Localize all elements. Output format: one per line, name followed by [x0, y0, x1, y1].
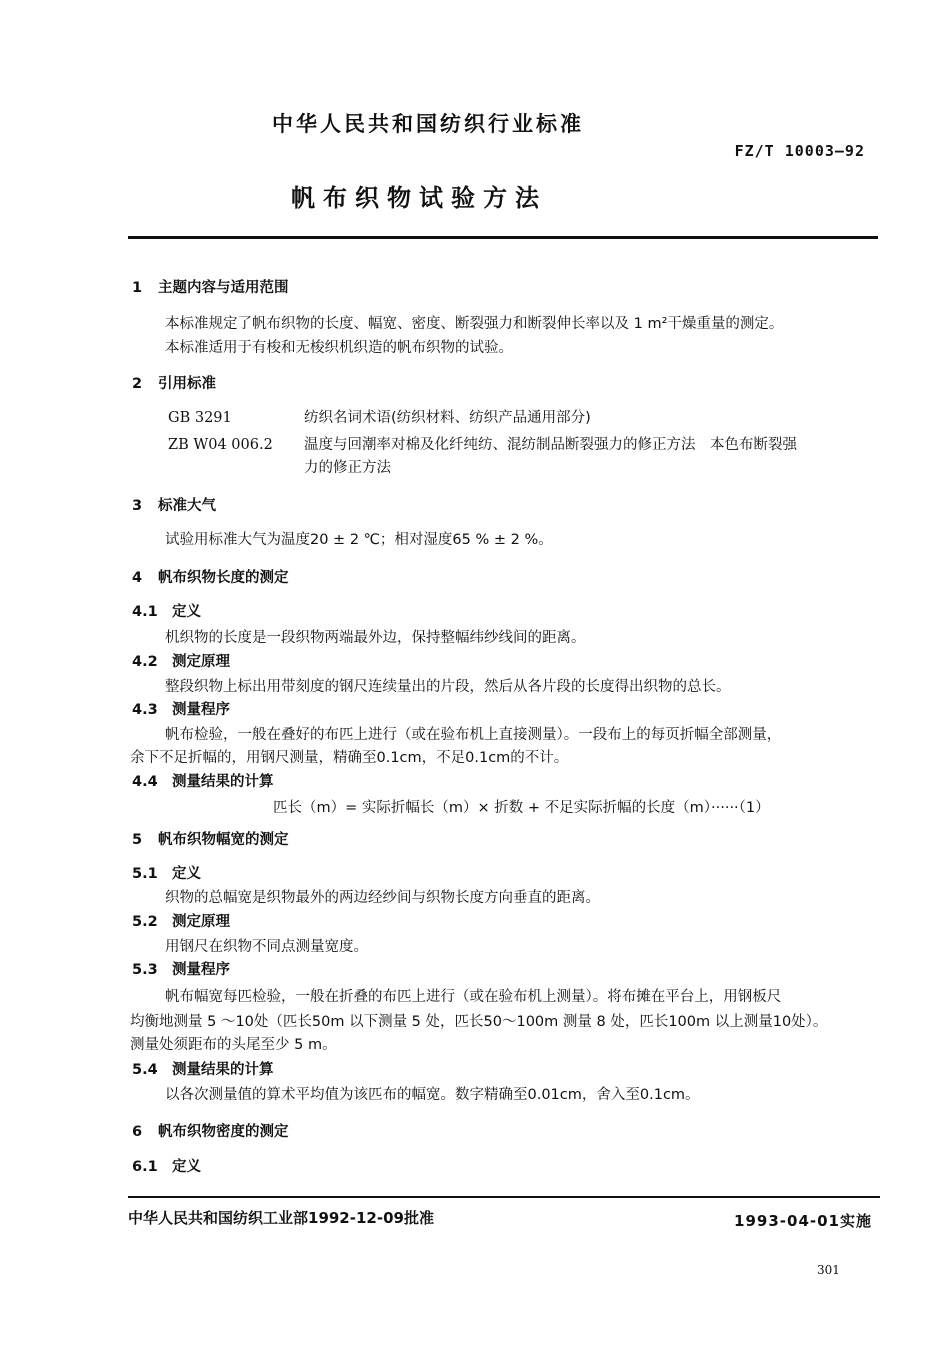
- section-1-heading: 1 主题内容与适用范围: [132, 280, 289, 296]
- header-rule: [128, 236, 878, 239]
- section-4-2-heading: 4.2 测定原理: [132, 654, 230, 670]
- section-4-heading: 4 帆布织物长度的测定: [132, 570, 289, 586]
- reference-item: GB 3291 纺织名词术语(纺织材料、纺织产品通用部分): [168, 410, 591, 426]
- section-5-3-line-3: 测量处须距布的头尾至少 5 m。: [130, 1037, 337, 1053]
- section-5-2-text: 用钢尺在织物不同点测量宽度。: [165, 939, 368, 955]
- section-3-paragraph: 试验用标准大气为温度20 ± 2 ℃；相对湿度65 % ± 2 %。: [165, 532, 553, 548]
- section-1-paragraph-2: 本标准适用于有梭和无梭织机织造的帆布织物的试验。: [165, 340, 513, 356]
- standard-code: FZ/T 10003—92: [734, 142, 865, 160]
- section-2-heading: 2 引用标准: [132, 376, 216, 392]
- section-5-3-line-2: 均衡地测量 5 ～10处（匹长50m 以下测量 5 处，匹长50～100m 测量 8 处，匹长100m 以上测量10处）。: [130, 1014, 828, 1030]
- document-title: 帆布织物试验方法: [291, 184, 547, 212]
- section-5-3-heading: 5.3 测量程序: [132, 962, 230, 978]
- section-4-1-text: 机织物的长度是一段织物两端最外边，保持整幅纬纱线间的距离。: [165, 630, 586, 646]
- formula-1: 匹长（m）= 实际折幅长（m）× 折数 + 不足实际折幅的长度（m）······（1）: [273, 800, 770, 816]
- approval-date: 中华人民共和国纺织工业部1992-12-09批准: [128, 1209, 434, 1227]
- section-6-1-heading: 6.1 定义: [132, 1159, 201, 1175]
- section-4-3-line-1: 帆布检验，一般在叠好的布匹上进行（或在验布机上直接测量）。一段布上的每页折幅全部测量，: [165, 727, 782, 743]
- section-5-2-heading: 5.2 测定原理: [132, 914, 230, 930]
- reference-item: ZB W04 006.2 温度与回潮率对棉及化纤纯纺、混纺制品断裂强力的修正方法 本色布断裂强: [168, 437, 797, 453]
- standard-organization: 中华人民共和国纺织行业标准: [272, 112, 584, 136]
- section-4-1-heading: 4.1 定义: [132, 604, 201, 620]
- section-3-heading: 3 标准大气: [132, 498, 216, 514]
- section-5-4-heading: 5.4 测量结果的计算: [132, 1062, 274, 1078]
- section-5-1-heading: 5.1 定义: [132, 866, 201, 882]
- section-5-3-line-1: 帆布幅宽每匹检验，一般在折叠的布匹上进行（或在验布机上测量）。将布摊在平台上，用钢板尺: [165, 989, 782, 1005]
- section-5-4-text: 以各次测量值的算术平均值为该匹布的幅宽。数字精确至0.01cm，舍入至0.1cm。: [165, 1087, 700, 1103]
- effective-date: 1993-04-01实施: [734, 1212, 872, 1230]
- section-6-heading: 6 帆布织物密度的测定: [132, 1124, 289, 1140]
- section-5-heading: 5 帆布织物幅宽的测定: [132, 832, 289, 848]
- section-1-paragraph-1: 本标准规定了帆布织物的长度、幅宽、密度、断裂强力和断裂伸长率以及 1 m²干燥重量的测定。: [165, 316, 784, 332]
- section-4-2-text: 整段织物上标出用带刻度的钢尺连续量出的片段，然后从各片段的长度得出织物的总长。: [165, 679, 731, 695]
- section-4-3-line-2: 余下不足折幅的，用钢尺测量，精确至0.1cm，不足0.1cm的不计。: [130, 750, 569, 766]
- section-4-3-heading: 4.3 测量程序: [132, 702, 230, 718]
- reference-item-continuation: 力的修正方法: [304, 460, 391, 476]
- section-4-4-heading: 4.4 测量结果的计算: [132, 774, 274, 790]
- page-number: 301: [817, 1263, 840, 1277]
- section-5-1-text: 织物的总幅宽是织物最外的两边经纱间与织物长度方向垂直的距离。: [165, 890, 600, 906]
- footer-rule: [128, 1196, 880, 1198]
